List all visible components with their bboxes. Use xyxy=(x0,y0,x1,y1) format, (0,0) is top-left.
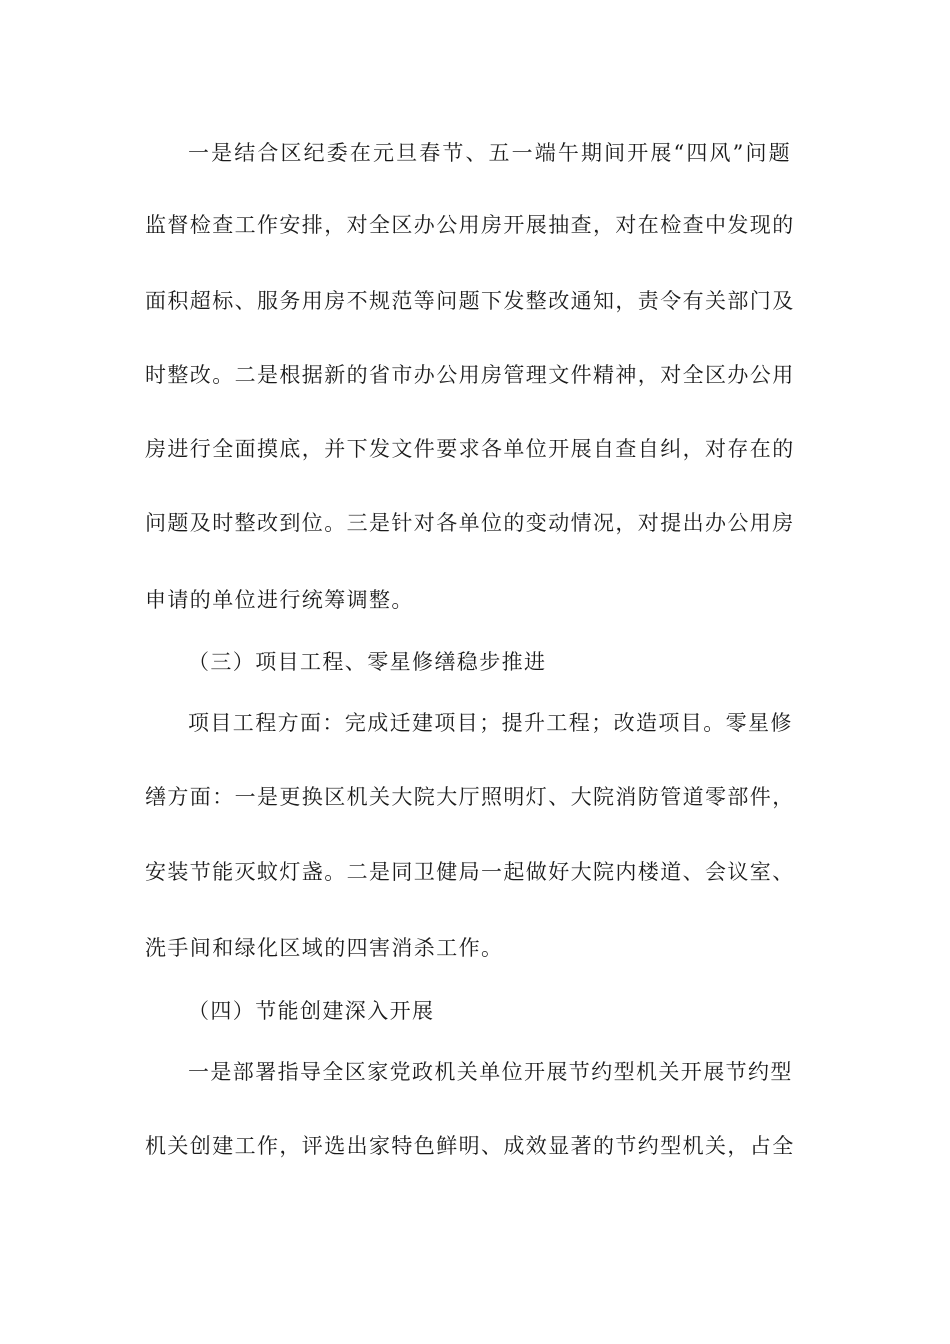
paragraph-1-line-1: 一是结合区纪委在元旦春节、五一端午期间开展“四风”问题 xyxy=(188,141,791,165)
paragraph-1-line-2: 监督检查工作安排，对全区办公用房开展抽查，对在检查中发现的 xyxy=(145,213,795,237)
paragraph-3-line-1: 一是部署指导全区家党政机关单位开展节约型机关开展节约型 xyxy=(188,1060,793,1084)
paragraph-1-line-7: 申请的单位进行统筹调整。 xyxy=(145,588,414,612)
paragraph-1-line-6: 问题及时整改到位。三是针对各单位的变动情况，对提出办公用房 xyxy=(145,511,795,535)
paragraph-2-line-4: 洗手间和绿化区域的四害消杀工作。 xyxy=(145,936,504,960)
paragraph-3-line-2: 机关创建工作，评选出家特色鲜明、成效显著的节约型机关，占全 xyxy=(145,1134,795,1158)
paragraph-2-line-3: 安装节能灭蚊灯盏。二是同卫健局一起做好大院内楼道、会议室、 xyxy=(145,860,795,884)
paragraph-2-line-2: 缮方面：一是更换区机关大院大厅照明灯、大院消防管道零部件， xyxy=(145,785,795,809)
paragraph-1-line-5: 房进行全面摸底，并下发文件要求各单位开展自查自纠，对存在的 xyxy=(145,437,795,461)
paragraph-1-line-3: 面积超标、服务用房不规范等问题下发整改通知，责令有关部门及 xyxy=(145,289,795,313)
section-heading-3: （三）项目工程、零星修缮稳步推进 xyxy=(188,650,547,674)
paragraph-1-line-4: 时整改。二是根据新的省市办公用房管理文件精神，对全区办公用 xyxy=(145,363,795,387)
paragraph-2-line-1: 项目工程方面：完成迁建项目；提升工程；改造项目。零星修 xyxy=(188,711,793,735)
section-heading-4: （四）节能创建深入开展 xyxy=(188,999,435,1023)
